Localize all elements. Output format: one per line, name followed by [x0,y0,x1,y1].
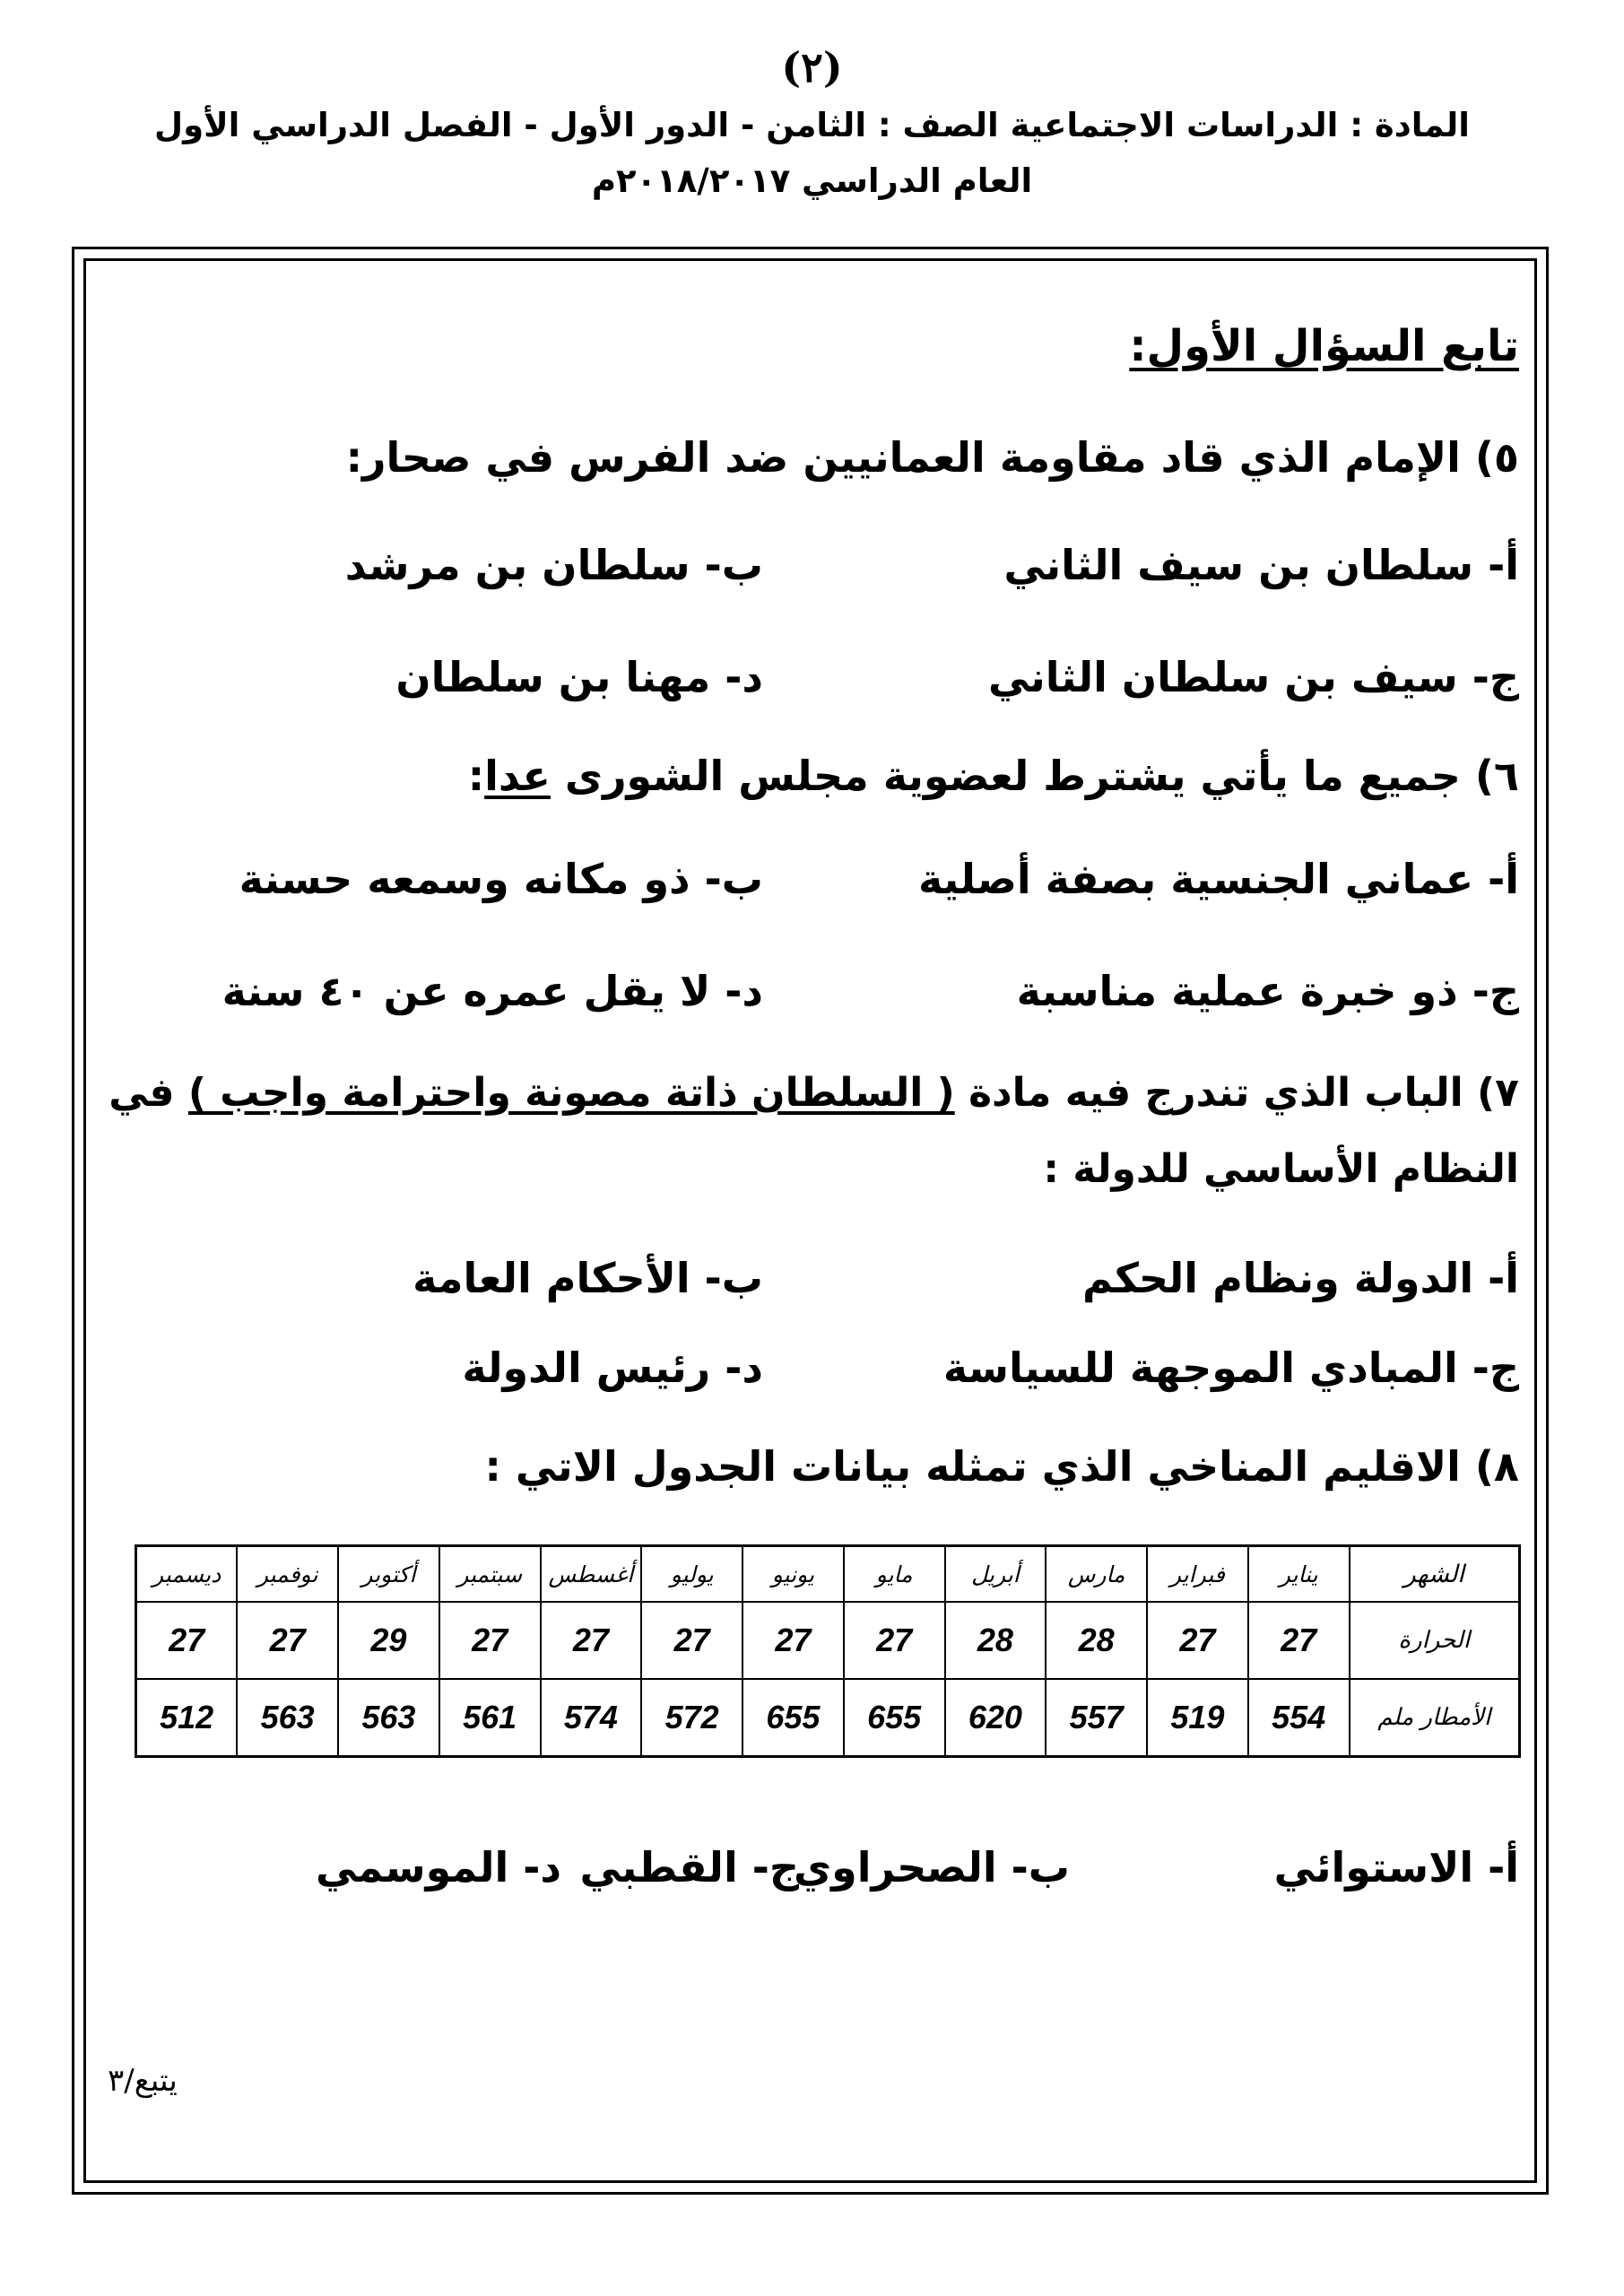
q8-option-c[interactable]: ج- القطبي [579,1843,799,1892]
q7-option-b[interactable]: ب- الأحكام العامة [413,1254,763,1302]
table-month-cell: مايو [844,1546,945,1603]
exam-header-subject: المادة : الدراسات الاجتماعية الصف : الثامن - الدور الأول - الفصل الدراسي الأول [153,106,1470,144]
question-8: ٨) الاقليم المناخي الذي تمثله بيانات الجدول الاتي : [484,1442,1519,1491]
table-rainfall-cell: 519 [1147,1679,1248,1757]
table-month-cell: يونيو [743,1546,844,1603]
q8-option-a[interactable]: أ- الاستوائي [1273,1843,1519,1892]
q6-option-d[interactable]: د- لا يقل عمره عن ٤٠ سنة [221,967,763,1015]
q6-option-b[interactable]: ب- ذو مكانه وسمعه حسنة [239,855,763,903]
q5-option-b[interactable]: ب- سلطان بن مرشد [344,541,763,589]
table-month-cell: ديسمبر [136,1546,238,1603]
table-temperature-cell: 27 [541,1602,642,1679]
question-6 [468,753,1519,799]
table-temperature-cell: 27 [1147,1602,1248,1679]
table-rainfall-cell: 561 [439,1679,541,1757]
q5-option-d[interactable]: د- مهنا بن سلطان [395,653,763,701]
continued-footer: يتبع/٣ [108,2063,178,2099]
table-rainfall-cell: 620 [945,1679,1046,1757]
q6-option-c[interactable]: ج- ذو خبرة عملية مناسبة [1016,967,1519,1015]
table-month-cell: أكتوبر [338,1546,439,1603]
table-temperature-cell: 27 [641,1602,743,1679]
table-month-cell: أغسطس [541,1546,642,1603]
climate-data-table [135,1544,1521,1758]
q5-option-a[interactable]: أ- سلطان بن سيف الثاني [1003,541,1519,589]
table-month-cell: مارس [1046,1546,1147,1603]
table-temperature-cell: 28 [945,1602,1046,1679]
table-row-rainfall [136,1679,1520,1757]
table-month-cell: أبريل [945,1546,1046,1603]
question-5: ٥) الإمام الذي قاد مقاومة العمانيين ضد الفرس في صحار: [345,433,1519,482]
q6-colon: : [467,752,485,800]
question-7-line-1 [109,1072,1519,1115]
q8-option-b[interactable]: ب- الصحراوي [794,1843,1070,1892]
q7-option-c[interactable]: ج- المبادي الموجهة للسياسة [942,1344,1519,1392]
q8-option-d[interactable]: د- الموسمي [315,1843,561,1892]
table-rainfall-cell: 557 [1046,1679,1147,1757]
q5-option-c[interactable]: ج- سيف بن سلطان الثاني [987,653,1519,701]
table-rainfall-cell: 554 [1248,1679,1350,1757]
table-row-temperature [136,1602,1520,1679]
table-rainfall-cell: 512 [136,1679,238,1757]
exam-header-year: العام الدراسي ٢٠١٨/٢٠١٧م [591,161,1033,200]
q7-underlined-article: ( السلطان ذاتة مصونة واحترامة واجب ) [187,1070,955,1116]
table-temperature-cell: 27 [743,1602,844,1679]
table-month-cell: يناير [1248,1546,1350,1603]
table-temperature-cell: 27 [237,1602,338,1679]
table-rainfall-cell: 574 [541,1679,642,1757]
table-temperature-cell: 27 [1248,1602,1350,1679]
table-header-month-label: الشهر [1350,1546,1520,1603]
table-temperature-cell: 27 [439,1602,541,1679]
table-rainfall-cell: 655 [743,1679,844,1757]
q7-text: ٧) الباب الذي تندرج فيه مادة [954,1070,1519,1116]
table-rainfall-cell: 563 [237,1679,338,1757]
table-row-months [136,1546,1520,1603]
table-rainfall-label: الأمطار ملم [1350,1679,1520,1757]
q6-option-a[interactable]: أ- عماني الجنسية بصفة أصلية [918,855,1519,903]
table-rainfall-cell: 655 [844,1679,945,1757]
table-temperature-cell: 29 [338,1602,439,1679]
table-temperature-label: الحرارة [1350,1602,1520,1679]
question-7-line-2: النظام الأساسي للدولة : [1043,1146,1519,1192]
table-temperature-cell: 27 [136,1602,238,1679]
q7-option-d[interactable]: د- رئيس الدولة [462,1344,763,1392]
table-month-cell: فبراير [1147,1546,1248,1603]
table-rainfall-cell: 563 [338,1679,439,1757]
table-rainfall-cell: 572 [641,1679,743,1757]
q7-option-a[interactable]: أ- الدولة ونظام الحكم [1082,1254,1519,1302]
q6-underlined-word: عدا [484,752,551,800]
q6-text: ٦) جميع ما يأتي يشترط لعضوية مجلس الشورى [550,752,1519,800]
table-temperature-cell: 28 [1046,1602,1147,1679]
q7-text-end: في [109,1070,188,1116]
page-number: (٢) [781,43,843,91]
table-month-cell: نوفمبر [237,1546,338,1603]
table-temperature-cell: 27 [844,1602,945,1679]
table-month-cell: سبتمبر [439,1546,541,1603]
section-title: تابع السؤال الأول: [1129,321,1519,371]
table-month-cell: يوليو [641,1546,743,1603]
